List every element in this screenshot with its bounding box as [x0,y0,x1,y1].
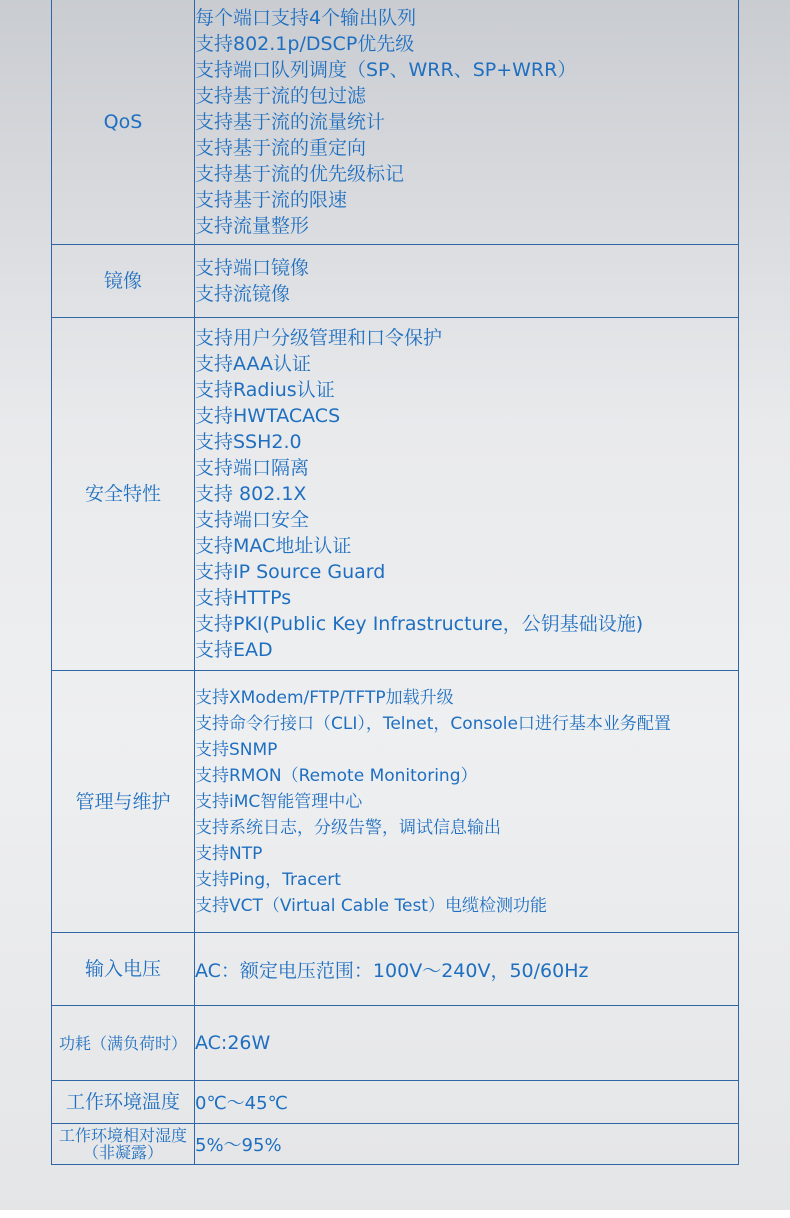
row-label-qos: QoS [52,0,195,245]
list-item: 支持802.1p/DSCP优先级 [195,33,415,55]
list-item: 支持命令行接口（CLI），Telnet，Console口进行基本业务配置 [195,713,671,734]
table-row [52,0,739,245]
list-item: 支持Radius认证 [195,379,335,401]
list-item: 支持流镜像 [195,283,291,305]
list-item: 支持用户分级管理和口令保护 [195,327,443,349]
list-item: 支持端口隔离 [195,457,310,479]
table-row [52,245,739,318]
list-item: 支持IP Source Guard [195,561,386,583]
row-value-humidity: 5%～95% [195,1124,739,1165]
list-item: 支持NTP [195,843,263,864]
list-item: 支持iMC智能管理中心 [195,791,363,812]
list-item: 支持SSH2.0 [195,431,302,453]
list-item: 支持基于流的重定向 [195,137,367,159]
list-item: 支持系统日志，分级告警，调试信息输出 [195,817,501,838]
row-value-input-voltage: AC：额定电压范围：100V～240V，50/60Hz [195,933,739,1006]
table-row [52,318,739,671]
spec-table [51,0,739,1165]
row-label-management: 管理与维护 [52,671,195,933]
list-item: 支持流量整形 [195,215,310,237]
list-item: 支持EAD [195,639,273,661]
row-label-input-voltage: 输入电压 [52,933,195,1006]
table-row [52,1081,739,1124]
list-item: 支持SNMP [195,739,278,760]
list-item: 支持VCT（Virtual Cable Test）电缆检测功能 [195,895,547,916]
list-item: 每个端口支持4个输出队列 [195,7,417,29]
list-item: 支持PKI(Public Key Infrastructure，公钥基础设施) [195,613,644,635]
table-row [52,671,739,933]
humidity-label-line2: （非凝露） [82,1143,163,1162]
list-item: 支持基于流的优先级标记 [195,163,405,185]
row-label-temperature: 工作环境温度 [52,1081,195,1124]
list-item: 支持MAC地址认证 [195,535,352,557]
row-label-humidity [52,1124,195,1165]
row-values-security [195,318,739,671]
table-row [52,1006,739,1081]
table-row [52,933,739,1006]
list-item: 支持RMON（Remote Monitoring） [195,765,478,786]
row-values-management [195,671,739,933]
list-item: 支持端口安全 [195,509,310,531]
list-item: 支持基于流的包过滤 [195,85,367,107]
row-value-power: AC:26W [195,1006,739,1081]
list-item: 支持AAA认证 [195,353,312,375]
list-item: 支持基于流的限速 [195,189,348,211]
list-item: 支持基于流的流量统计 [195,111,386,133]
list-item: 支持端口镜像 [195,257,310,279]
bottom-strip [0,1210,790,1218]
row-values-qos [195,0,739,245]
list-item: 支持Ping，Tracert [195,869,341,890]
list-item: 支持HTTPs [195,587,292,609]
list-item: 支持HWTACACS [195,405,341,427]
row-label-mirror: 镜像 [52,245,195,318]
row-label-security: 安全特性 [52,318,195,671]
humidity-label-line1: 工作环境相对湿度 [58,1126,187,1145]
list-item: 支持端口队列调度（SP、WRR、SP+WRR） [195,59,577,81]
row-values-mirror [195,245,739,318]
table-row [52,1124,739,1165]
row-value-temperature: 0℃～45℃ [195,1081,739,1124]
row-label-power: 功耗（满负荷时） [52,1006,195,1081]
list-item: 支持XModem/FTP/TFTP加载升级 [195,687,454,708]
list-item: 支持 802.1X [195,483,307,505]
